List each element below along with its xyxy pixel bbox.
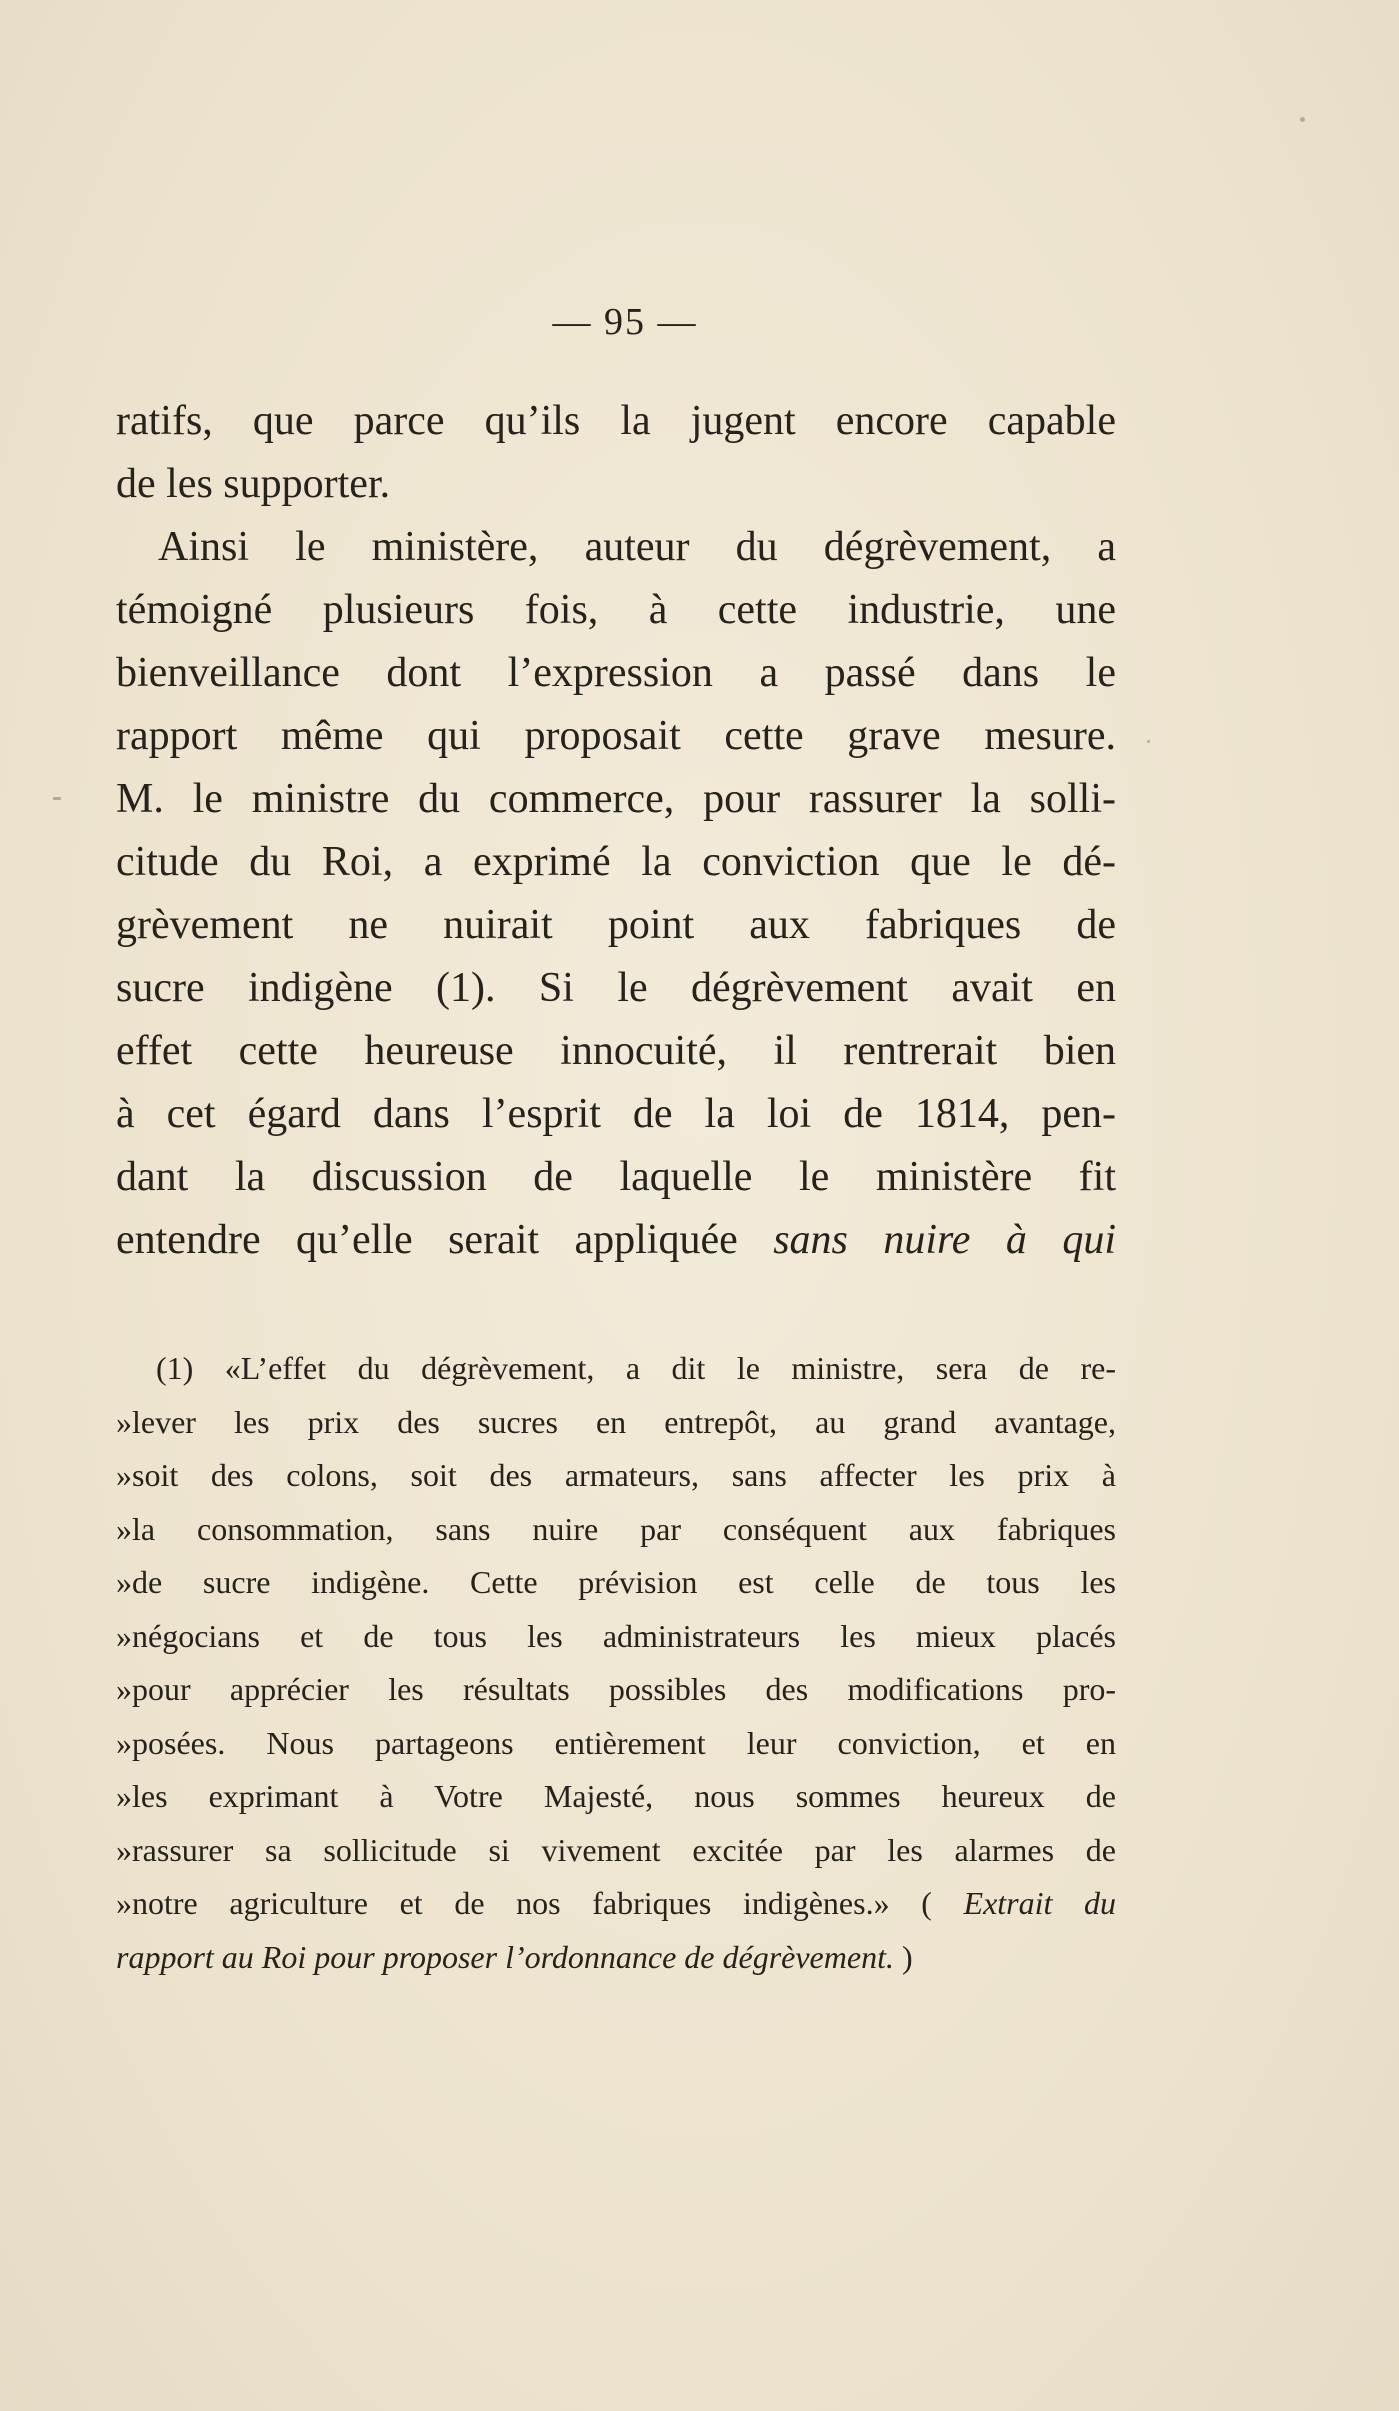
footnote-line [116, 1877, 1116, 1931]
text-run: ) [901, 1938, 913, 1975]
text-line: ratifs, que parce qu’ils la jugent encore capable [116, 398, 1116, 444]
text-line: M. le ministre du commerce, pour rassurer la solli- [116, 776, 1116, 822]
footnote-line: »soit des colons, soit des armateurs, sans affecter les prix à [116, 1457, 1116, 1493]
text-line: à cet égard dans l’esprit de la loi de 1814, pen- [116, 1091, 1116, 1137]
text-run: »notre agriculture et de nos fabriques indigènes.» ( [116, 1885, 932, 1921]
text-line: effet cette heureuse innocuité, il rentrerait bien [116, 1028, 1116, 1074]
footnote-line: (1) «L’effet du dégrèvement, a dit le ministre, sera de re- [156, 1350, 1116, 1386]
footnote [116, 1342, 1116, 1984]
text-line: Ainsi le ministère, auteur du dégrèvement, a [158, 524, 1116, 570]
text-line: citude du Roi, a exprimé la conviction que le dé- [116, 839, 1116, 885]
page-number: — 95 — [552, 301, 698, 343]
text-line: bienveillance dont l’expression a passé dans le [116, 650, 1116, 696]
italic-text-run: Extrait du [963, 1885, 1117, 1921]
paper-speck [1300, 117, 1305, 122]
text-line [116, 1209, 1116, 1272]
footnote-line: »posées. Nous partageons entièrement leur conviction, et en [116, 1724, 1116, 1761]
italic-text-run: sans nuire à qui [773, 1217, 1116, 1263]
text-line: grèvement ne nuirait point aux fabriques de [116, 902, 1116, 948]
footnote-line: »rassurer sa sollicitude si vivement excitée par les alarmes de [116, 1831, 1116, 1868]
footnote-line: »pour apprécier les résultats possibles des modifications pro- [116, 1671, 1116, 1707]
paper-speck [53, 797, 61, 800]
text-run: entendre qu’elle serait appliquée [116, 1217, 738, 1263]
footnote-line: »la consommation, sans nuire par conséquent aux fabriques [116, 1510, 1116, 1547]
footnote-line: »de sucre indigène. Cette prévision est celle de tous les [116, 1564, 1116, 1600]
body-text [116, 390, 1116, 1272]
text-line: rapport même qui proposait cette grave mesure. [116, 713, 1116, 759]
footnote-line: »négocians et de tous les administrateurs les mieux placés [116, 1617, 1116, 1654]
paper-speck [1147, 740, 1150, 743]
footnote-line: »lever les prix des sucres en entrepôt, au grand avantage, [116, 1403, 1116, 1440]
footnote-line: »les exprimant à Votre Majesté, nous sommes heureux de [116, 1778, 1116, 1814]
text-line: de les supporter. [116, 461, 391, 507]
text-line: témoigné plusieurs fois, à cette industrie, une [116, 587, 1116, 633]
text-line: dant la discussion de laquelle le ministère fit [116, 1154, 1116, 1200]
italic-text-run: rapport au Roi pour proposer l’ordonnance de dégrèvement. [116, 1938, 894, 1975]
text-line: sucre indigène (1). Si le dégrèvement avait en [116, 965, 1116, 1011]
footnote-line [116, 1931, 1116, 1985]
